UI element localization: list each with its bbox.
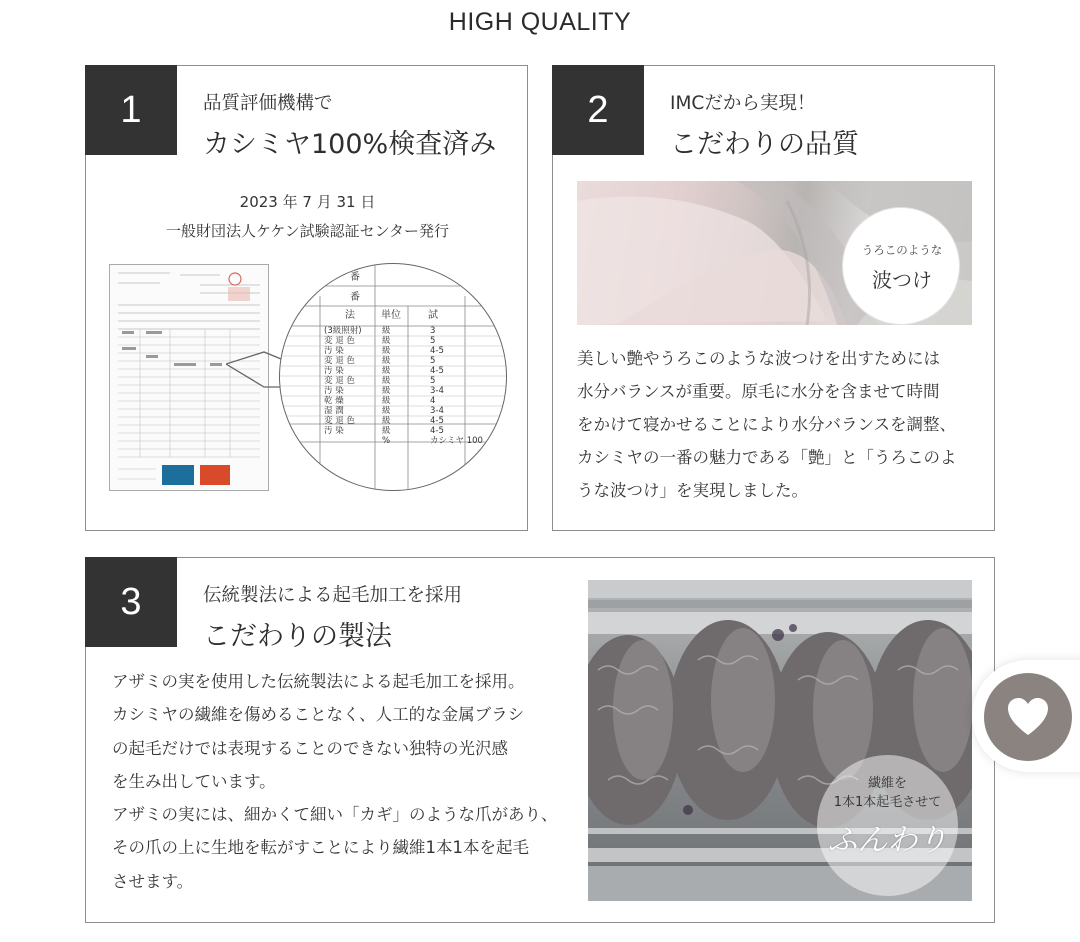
cert-table-cell: %: [382, 436, 391, 446]
cert-table-cell: 5: [430, 336, 436, 346]
card-title: こだわりの製法: [203, 621, 392, 652]
cert-table-cell: 級: [382, 366, 391, 376]
cert-top-row-2: 番: [350, 292, 360, 303]
cert-table-cell: 4-5: [430, 416, 444, 426]
card-number: 2: [552, 65, 644, 155]
cert-table-cell: 級: [382, 356, 391, 366]
cert-table-cell: (3級照射): [324, 326, 362, 336]
cert-top-row-1: 番: [350, 272, 360, 283]
description-line: させます。: [112, 871, 194, 891]
card-number: 3: [85, 557, 177, 647]
cert-table-cell: 変 退 色: [324, 336, 355, 346]
card-subtitle: IMCだから実現！: [670, 93, 816, 114]
card-description: [112, 665, 562, 898]
cert-table-cell: 級: [382, 406, 391, 416]
cert-table-cell: 3-4: [430, 406, 444, 416]
certificate-issuer: 一般財団法人ケケン試験認証センター発行: [165, 222, 450, 240]
cert-table-cell: 変 退 色: [324, 356, 355, 366]
card-subtitle: 品質評価機構で: [203, 93, 333, 114]
badge-headline: 波つけ: [872, 268, 932, 292]
favorite-button[interactable]: [984, 673, 1072, 761]
cert-table-cell: 級: [382, 376, 391, 386]
cert-table-cell: 4-5: [430, 426, 444, 436]
certificate-date: 2023 年 7 月 31 日: [239, 193, 376, 211]
cert-table-cell: 級: [382, 346, 391, 356]
quality-card-texture: [552, 65, 995, 531]
description-line: カシミヤの一番の魅力である「艶」と「うろこのよ: [577, 448, 957, 467]
certificate-table-graphic: [280, 264, 507, 491]
cert-table-cell: 級: [382, 426, 391, 436]
description-line: の起毛だけでは表現することのできない独特の光沢感: [112, 738, 508, 758]
description-line: をかけて寝かせることにより水分バランスを調整、: [577, 415, 957, 434]
cert-table-cell: 級: [382, 396, 391, 406]
cert-col-header: 試: [428, 310, 438, 321]
quality-card-method: [85, 557, 995, 923]
cert-table-cell: 級: [382, 336, 391, 346]
cert-table-cell: 4-5: [430, 366, 444, 376]
description-line: を生み出しています。: [112, 771, 276, 791]
cert-table-cell: 3-4: [430, 386, 444, 396]
cert-table-cell: 汚 染: [324, 346, 344, 356]
cert-table-cell: 汚 染: [324, 426, 344, 436]
badge-caption: 1本1本起毛させて: [833, 795, 942, 810]
cert-table-cell: カシミヤ 100: [430, 436, 483, 446]
page-title: HIGH QUALITY: [448, 8, 632, 36]
card-description: [577, 342, 977, 507]
card-subtitle: 伝統製法による起毛加工を採用: [203, 585, 463, 606]
thistle-teasel-photo: [588, 580, 972, 901]
description-line: 水分バランスが重要。原毛に水分を含ませて時間: [577, 382, 940, 401]
badge-caption: うろこのような: [861, 243, 943, 257]
cert-table-cell: 4-5: [430, 346, 444, 356]
cert-table-cell: 湿 潤: [324, 406, 344, 416]
cert-table-cell: 級: [382, 326, 391, 336]
quality-card-inspection: [85, 65, 528, 531]
description-line: その爪の上に生地を転がすことにより繊維1本1本を起毛: [112, 838, 529, 858]
cert-table-cell: 級: [382, 416, 391, 426]
description-line: 美しい艶やうろこのような波つけを出すためには: [577, 349, 940, 368]
cert-table-cell: 汚 染: [324, 366, 344, 376]
card-number: 1: [85, 65, 177, 155]
cert-table-cell: 5: [430, 356, 436, 366]
cert-table-cell: 汚 染: [324, 386, 344, 396]
cert-table-cell: 級: [382, 386, 391, 396]
cert-col-header: 法: [345, 310, 355, 321]
description-line: うな波つけ」を実現しました。: [577, 481, 808, 500]
description-line: カシミヤの繊維を傷めることなく、人工的な金属ブラシ: [112, 705, 525, 725]
badge-headline: ふんわり: [827, 823, 948, 858]
card-title: カシミヤ100%検査済み: [203, 129, 497, 160]
cert-table-cell: 4: [430, 396, 436, 406]
cert-table-cell: 3: [430, 326, 436, 336]
fluffy-badge: [817, 755, 958, 896]
certificate-magnifier: [279, 263, 507, 491]
cert-table-cell: 乾 燥: [324, 396, 344, 406]
cert-table-cell: 5: [430, 376, 436, 386]
cert-table-cell: 変 退 色: [324, 416, 355, 426]
description-line: アザミの実を使用した伝統製法による起毛加工を採用。: [112, 672, 525, 691]
card-title: こだわりの品質: [670, 129, 859, 160]
badge-caption: 繊維を: [867, 776, 907, 791]
cert-col-header: 単位: [381, 310, 401, 321]
cashmere-fabric-photo: [577, 181, 972, 325]
description-line: アザミの実には、細かくて細い「カギ」のような爪があり、: [112, 805, 558, 825]
cert-table-cell: 変 退 色: [324, 376, 355, 386]
heart-icon: [1006, 697, 1050, 737]
wave-pattern-badge: [842, 207, 960, 325]
